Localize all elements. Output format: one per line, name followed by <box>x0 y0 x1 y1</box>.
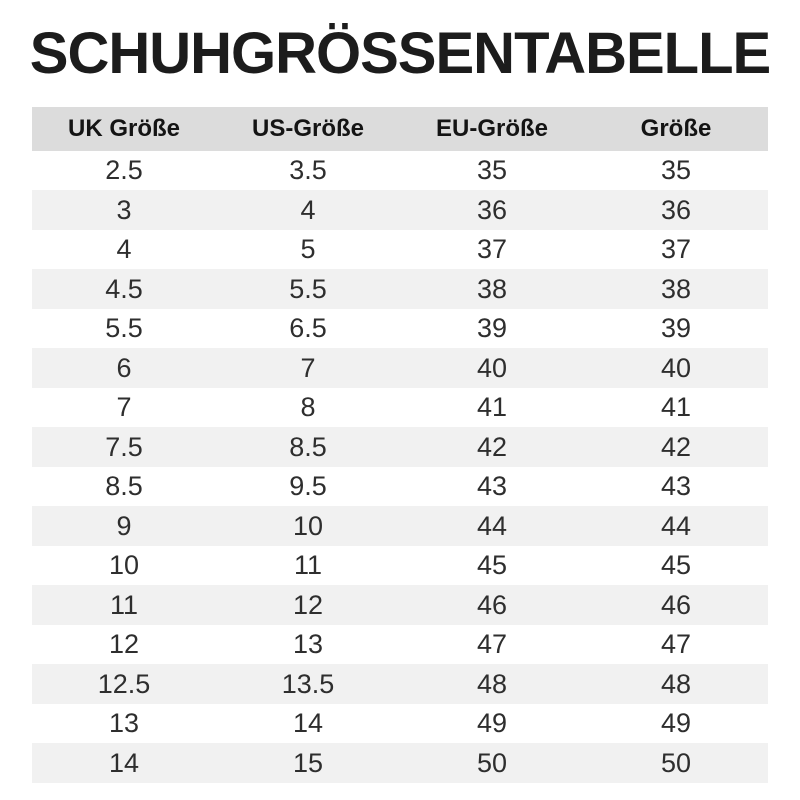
table-cell: 4 <box>300 194 316 225</box>
table-cell: 7 <box>300 352 316 383</box>
table-row <box>32 151 768 191</box>
table-cell: 7.5 <box>105 431 143 462</box>
table-cell: 42 <box>660 431 692 462</box>
table-cell: 48 <box>476 668 508 699</box>
table-row <box>32 190 768 230</box>
table-cell: 50 <box>476 747 508 778</box>
table-cell: 43 <box>476 471 508 502</box>
table-cell: 3.5 <box>289 155 327 186</box>
table-cell: 47 <box>660 629 692 660</box>
table-cell: 39 <box>476 313 508 344</box>
table-cell: 13 <box>108 708 140 739</box>
table-cell: 10 <box>108 550 140 581</box>
table-row <box>32 546 768 586</box>
table-row <box>32 743 768 783</box>
table-cell: 46 <box>660 589 692 620</box>
table-cell: 45 <box>660 550 692 581</box>
column-header-uk: UK Größe <box>67 114 180 142</box>
table-row <box>32 348 768 388</box>
column-header-us: US-Größe <box>251 114 364 142</box>
column-header-size: Größe <box>640 114 712 142</box>
table-cell: 5 <box>300 234 316 265</box>
table-cell: 13 <box>292 629 324 660</box>
table-row <box>32 585 768 625</box>
table-cell: 46 <box>476 589 508 620</box>
table-cell: 40 <box>476 352 508 383</box>
table-cell: 35 <box>660 155 692 186</box>
table-cell: 8 <box>300 392 316 423</box>
table-cell: 7 <box>116 392 132 423</box>
table-cell: 41 <box>660 392 692 423</box>
table-row <box>32 704 768 744</box>
table-cell: 8.5 <box>105 471 143 502</box>
table-row <box>32 427 768 467</box>
table-cell: 3 <box>116 194 132 225</box>
table-cell: 14 <box>292 708 324 739</box>
table-cell: 4 <box>116 234 132 265</box>
table-cell: 36 <box>476 194 508 225</box>
table-cell: 49 <box>476 708 508 739</box>
table-cell: 8.5 <box>289 431 327 462</box>
table-cell: 41 <box>476 392 508 423</box>
table-cell: 43 <box>660 471 692 502</box>
table-cell: 37 <box>660 234 692 265</box>
table-cell: 12 <box>292 589 324 620</box>
table-cell: 39 <box>660 313 692 344</box>
page-title: SCHUHGRÖSSENTABELLE <box>29 21 771 86</box>
table-cell: 11 <box>293 550 323 581</box>
table-row <box>32 506 768 546</box>
table-cell: 6.5 <box>289 313 327 344</box>
table-cell: 35 <box>476 155 508 186</box>
table-cell: 13.5 <box>281 668 335 699</box>
table-cell: 42 <box>476 431 508 462</box>
table-row <box>32 230 768 270</box>
table-cell: 5.5 <box>289 273 327 304</box>
table-cell: 4.5 <box>105 273 143 304</box>
column-header-eu: EU-Größe <box>435 114 548 142</box>
table-cell: 10 <box>292 510 324 541</box>
table-cell: 38 <box>476 273 508 304</box>
table-cell: 44 <box>476 510 508 541</box>
table-cell: 36 <box>660 194 692 225</box>
table-cell: 5.5 <box>105 313 143 344</box>
table-cell: 9.5 <box>289 471 327 502</box>
table-cell: 45 <box>476 550 508 581</box>
table-cell: 40 <box>660 352 692 383</box>
table-row <box>32 664 768 704</box>
table-cell: 12.5 <box>97 668 151 699</box>
table-row <box>32 309 768 349</box>
table-row <box>32 467 768 507</box>
table-cell: 14 <box>108 747 140 778</box>
table-cell: 38 <box>660 273 692 304</box>
table-cell: 15 <box>292 747 324 778</box>
table-cell: 6 <box>116 352 132 383</box>
table-cell: 11 <box>109 589 139 620</box>
table-cell: 12 <box>108 629 140 660</box>
table-cell: 50 <box>660 747 692 778</box>
table-cell: 37 <box>476 234 508 265</box>
shoe-size-table <box>32 107 768 783</box>
table-cell: 48 <box>660 668 692 699</box>
table-cell: 44 <box>660 510 692 541</box>
table-row <box>32 269 768 309</box>
table-body <box>32 151 768 783</box>
table-cell: 47 <box>476 629 508 660</box>
table-cell: 9 <box>116 510 132 541</box>
table-row <box>32 388 768 428</box>
table-header-row <box>32 107 768 151</box>
table-row <box>32 625 768 665</box>
table-cell: 49 <box>660 708 692 739</box>
table-cell: 2.5 <box>105 155 143 186</box>
